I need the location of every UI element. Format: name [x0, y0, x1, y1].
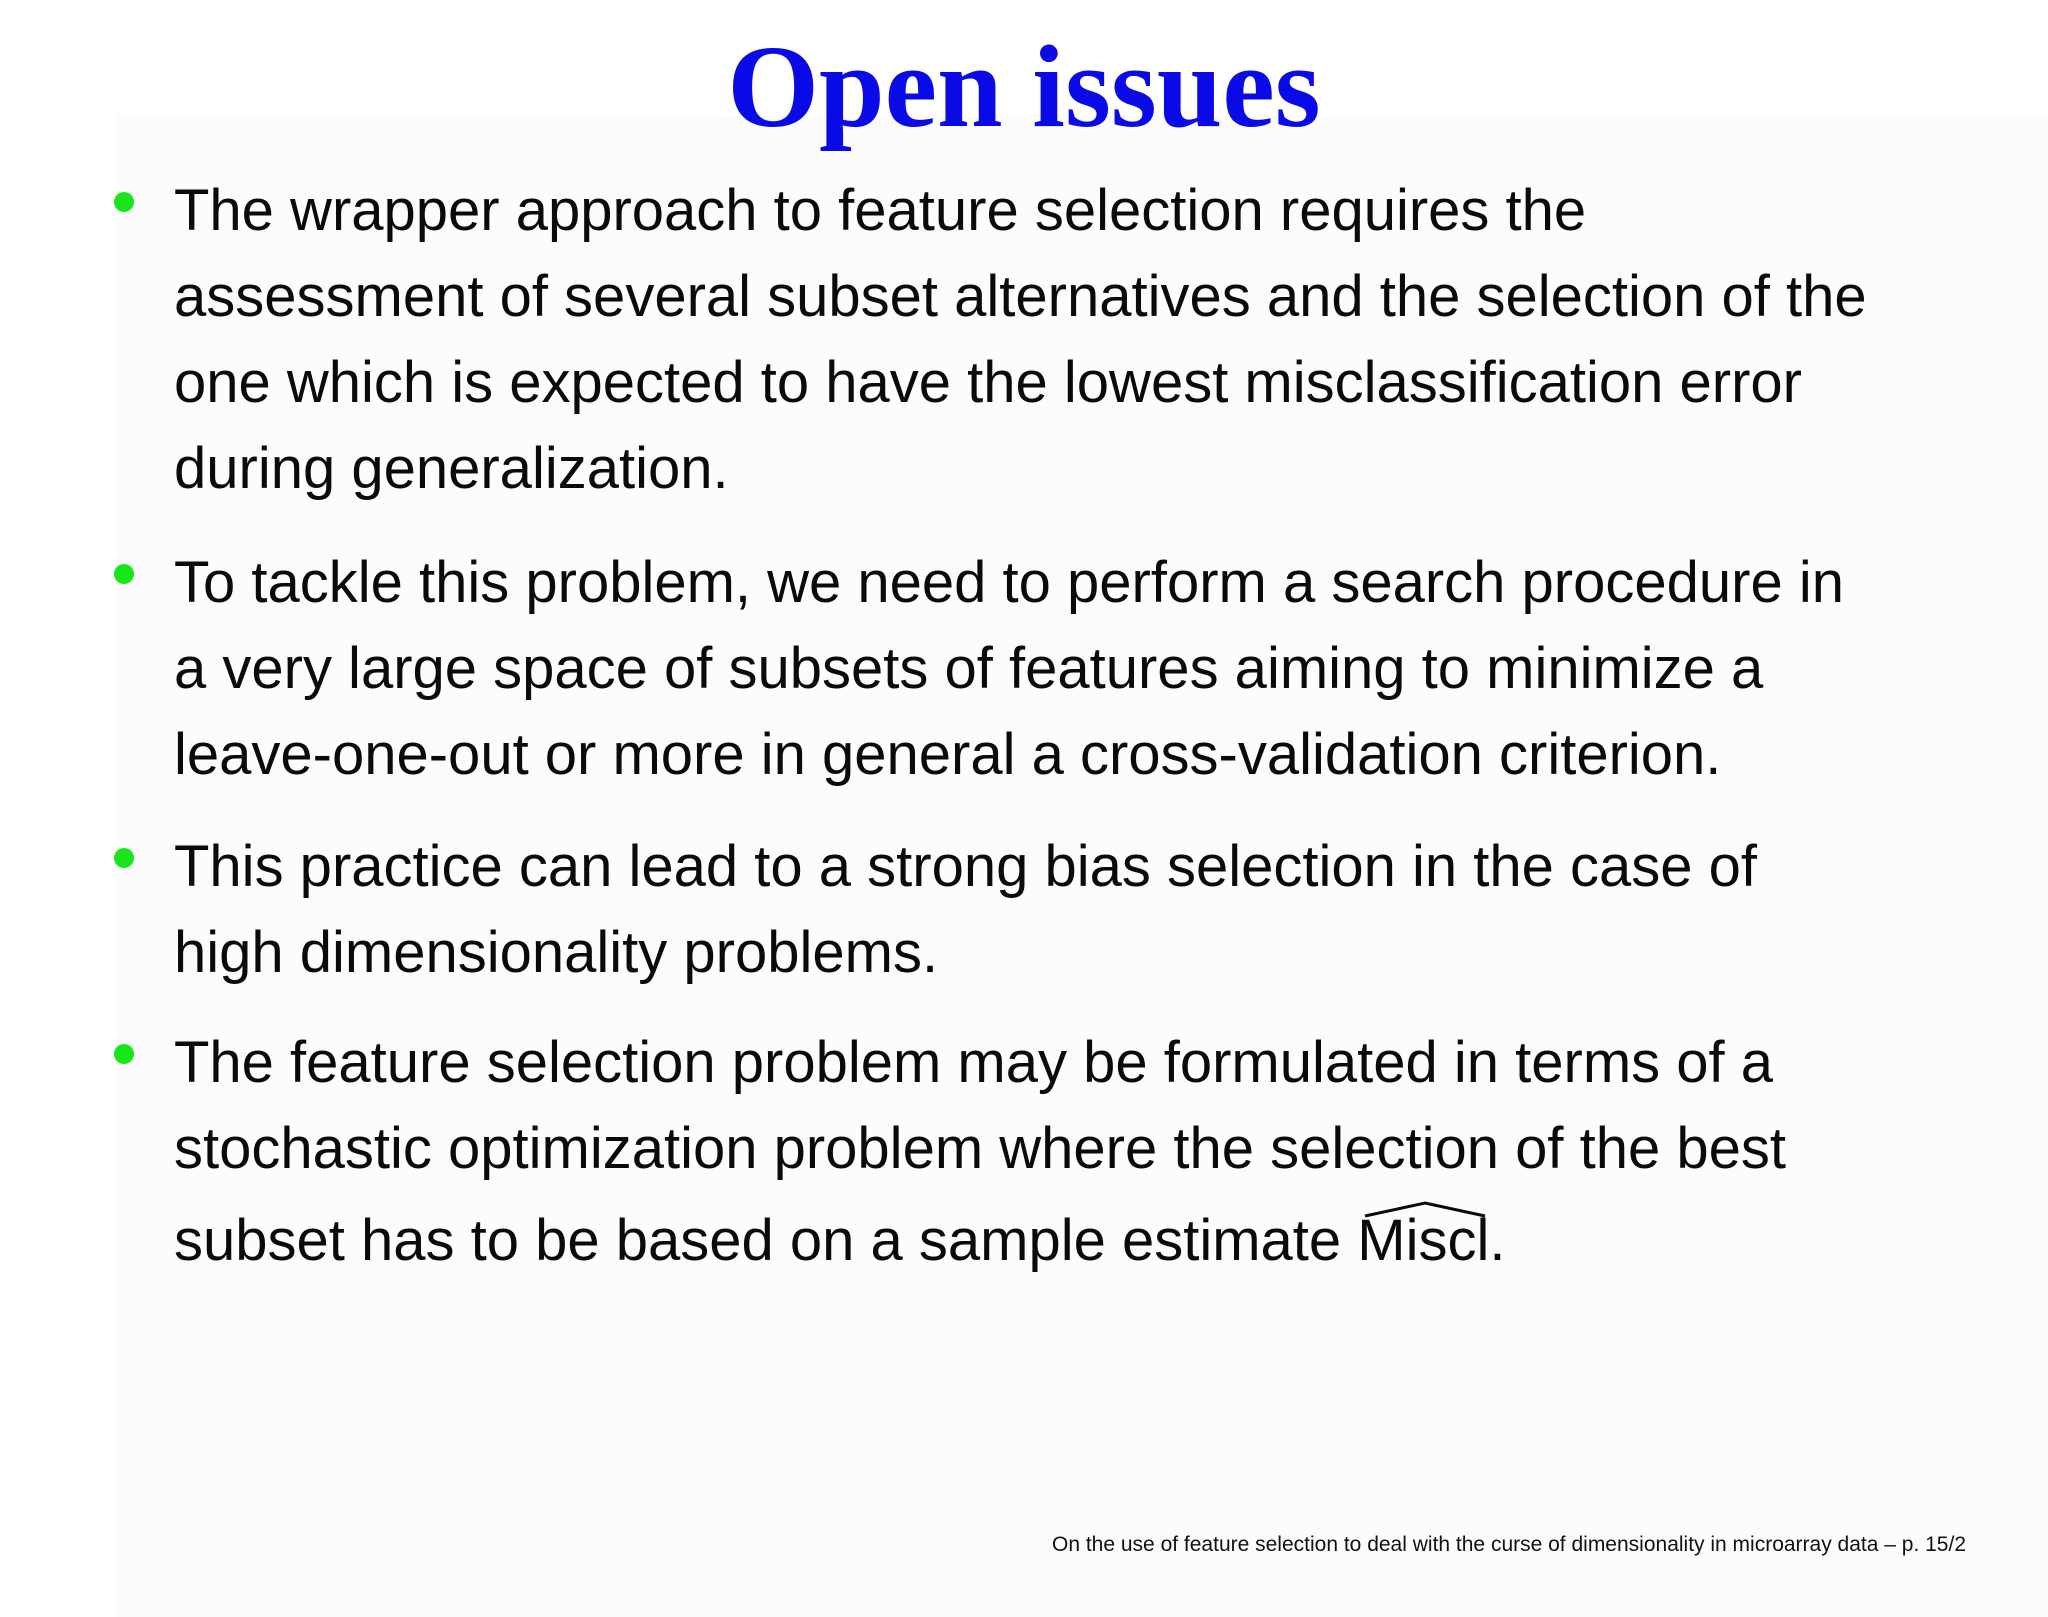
- bullet-dot-icon: [114, 848, 134, 868]
- bullet-line-with-math: [174, 1198, 2048, 1284]
- bullet-text: [174, 1020, 2048, 1284]
- slide-title: Open issues: [727, 21, 1321, 152]
- bullet-line: This practice can lead to a strong bias selection in the case of: [174, 834, 1757, 899]
- bullet-line: To tackle this problem, we need to perform a search procedure in: [174, 550, 1844, 615]
- bullet-line: assessment of several subset alternatives and the selection of the: [174, 264, 1867, 329]
- bullet-line: The wrapper approach to feature selection requires the: [174, 178, 1587, 243]
- bullet-dot-icon: [114, 1044, 134, 1064]
- math-estimate-term: [1357, 1198, 1489, 1284]
- bullet-line: subset has to be based on a sample estimate: [174, 1208, 1358, 1273]
- bullet-line: stochastic optimization problem where the selection of the best: [174, 1116, 1786, 1181]
- bullet-line: high dimensionality problems.: [174, 920, 939, 985]
- bullet-line: during generalization.: [174, 436, 729, 501]
- slide-footer: On the use of feature selection to deal with the curse of dimensionality in microarray data – p. 15/2: [1052, 1533, 1967, 1556]
- bullet-dot-icon: [114, 564, 134, 584]
- bullet-line: The feature selection problem may be formulated in terms of a: [174, 1030, 1773, 1095]
- bullet-line: leave-one-out or more in general a cross-validation criterion.: [174, 722, 1722, 787]
- bullet-text: [174, 540, 2048, 798]
- bullet-line: a very large space of subsets of features aiming to minimize a: [174, 636, 1764, 701]
- bullet-dot-icon: [114, 192, 134, 212]
- wide-hat-icon: [1363, 1200, 1487, 1218]
- bullet-text: [174, 824, 2048, 996]
- math-term-trailing: .: [1489, 1208, 1506, 1273]
- bullet-text: [174, 168, 2048, 512]
- bullet-line: one which is expected to have the lowest misclassification error: [174, 350, 1802, 415]
- math-term-text: Miscl: [1357, 1208, 1490, 1273]
